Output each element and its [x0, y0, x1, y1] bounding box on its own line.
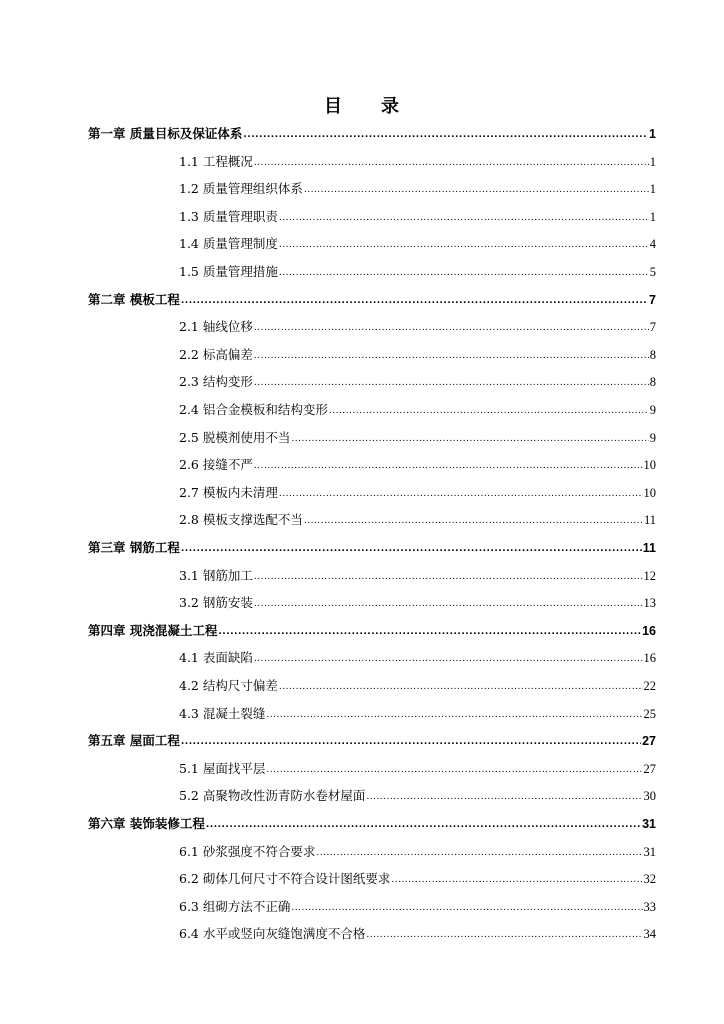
toc-title-left: 目	[324, 96, 343, 117]
toc-entry-page-number: 8	[649, 347, 656, 362]
toc-entry-label: 1.1 工程概况	[179, 153, 253, 169]
toc-entry-section[interactable]	[179, 648, 656, 668]
toc-entry-page-number: 27	[643, 761, 656, 776]
toc-entry-label: 第一章 质量目标及保证体系	[88, 126, 243, 141]
toc-entry-label: 1.3 质量管理职责	[179, 208, 278, 224]
toc-entry-section[interactable]	[179, 869, 656, 889]
toc-entry-page-number: 8	[649, 375, 656, 390]
dot-leader	[206, 815, 641, 835]
toc-entry-section[interactable]	[179, 455, 656, 475]
toc-entry-section[interactable]	[179, 483, 656, 503]
toc-title-right: 录	[381, 96, 400, 117]
dot-leader	[279, 208, 649, 228]
toc-entry-chapter[interactable]	[88, 731, 656, 751]
toc-entry-section[interactable]	[179, 786, 656, 806]
toc-entry-page-number: 7	[649, 292, 656, 307]
toc-entry-section[interactable]	[179, 676, 656, 696]
toc-entry-label: 第二章 模板工程	[88, 291, 180, 307]
toc-entry-page-number: 9	[649, 430, 656, 445]
toc-entry-section[interactable]	[179, 152, 656, 172]
toc-entry-label: 2.8 模板支撑选配不当	[179, 512, 303, 528]
toc-entry-page-number: 31	[643, 844, 656, 859]
toc-entry-chapter[interactable]	[88, 621, 656, 641]
dot-leader	[304, 180, 649, 200]
toc-entry-section[interactable]	[179, 234, 656, 254]
dot-leader	[366, 787, 642, 807]
toc-entry-label: 4.3 混凝土裂缝	[179, 705, 266, 721]
toc-entry-page-number: 25	[643, 706, 656, 721]
toc-entry-page-number: 16	[643, 651, 656, 666]
toc-entry-page-number: 1	[649, 209, 656, 224]
toc-entry-chapter[interactable]	[88, 124, 656, 144]
toc-entry-section[interactable]	[179, 428, 656, 448]
toc-entry-label: 2.1 轴线位移	[179, 319, 253, 335]
dot-leader	[254, 346, 649, 366]
toc-entry-section[interactable]	[179, 372, 656, 392]
dot-leader	[181, 732, 641, 752]
toc-entry-section[interactable]	[179, 262, 656, 282]
dot-leader	[254, 373, 649, 393]
toc-entry-label: 6.1 砂浆强度不符合要求	[179, 843, 316, 859]
toc-entry-section[interactable]	[179, 510, 656, 530]
toc-entry-section[interactable]	[179, 593, 656, 613]
toc-entry-page-number: 11	[643, 513, 656, 528]
toc-entry-chapter[interactable]	[88, 814, 656, 834]
toc-entry-chapter[interactable]	[88, 538, 656, 558]
dot-leader	[291, 429, 648, 449]
toc-entry-page-number: 5	[649, 265, 656, 279]
toc-entry-page-number: 11	[642, 541, 656, 555]
toc-entry-section[interactable]	[179, 704, 656, 724]
dot-leader	[266, 760, 642, 780]
toc-entry-label: 2.2 标高偏差	[179, 346, 253, 362]
toc-entry-page-number: 13	[643, 596, 656, 611]
toc-entry-label: 6.4 水平或竖向灰缝饱满度不合格	[179, 926, 366, 942]
dot-leader	[279, 263, 649, 283]
toc-entry-label: 第六章 装饰装修工程	[88, 816, 205, 831]
toc-entry-section[interactable]	[179, 924, 656, 944]
toc-entry-page-number: 30	[643, 789, 656, 804]
toc-entry-label: 2.5 脱模剂使用不当	[179, 429, 291, 445]
toc-entry-section[interactable]	[179, 179, 656, 199]
toc-entry-label: 1.5 质量管理措施	[179, 264, 278, 279]
toc-entry-page-number: 9	[649, 403, 656, 417]
toc-entry-section[interactable]	[179, 842, 656, 862]
dot-leader	[279, 484, 643, 504]
toc-entry-section[interactable]	[179, 400, 656, 420]
toc-entry-section[interactable]	[179, 566, 656, 586]
dot-leader	[254, 594, 643, 614]
dot-leader	[304, 511, 643, 531]
toc-entry-page-number: 4	[649, 237, 656, 252]
toc-entry-label: 5.1 屋面找平层	[179, 760, 266, 776]
dot-leader	[218, 622, 641, 642]
toc-entry-label: 4.1 表面缺陷	[179, 650, 253, 666]
toc-entry-label: 第五章 屋面工程	[88, 733, 180, 749]
dot-leader	[254, 318, 649, 338]
dot-leader	[181, 291, 648, 311]
toc-entry-label: 2.7 模板内未清理	[179, 484, 278, 500]
dot-leader	[254, 456, 643, 476]
toc-entry-label: 2.6 接缝不严	[179, 457, 253, 473]
toc-entry-label: 5.2 高聚物改性沥青防水卷材屋面	[179, 788, 366, 804]
dot-leader	[316, 843, 642, 863]
toc-entry-section[interactable]	[179, 759, 656, 779]
toc-entry-label: 6.3 组砌方法不正确	[179, 898, 291, 914]
toc-entry-label: 2.3 结构变形	[179, 374, 253, 390]
toc-entry-page-number: 34	[643, 927, 656, 942]
dot-leader	[291, 898, 642, 918]
dot-leader	[279, 235, 649, 255]
toc-entry-chapter[interactable]	[88, 290, 656, 310]
dot-leader	[254, 649, 643, 669]
toc-entry-page-number: 16	[642, 623, 656, 638]
toc-entry-page-number: 32	[643, 872, 656, 887]
toc-entry-page-number: 22	[643, 679, 656, 693]
toc-entry-page-number: 1	[649, 127, 656, 141]
dot-leader	[254, 153, 649, 173]
toc-entry-page-number: 7	[649, 320, 656, 335]
toc-entry-label: 3.2 钢筋安装	[179, 595, 253, 611]
dot-leader	[266, 705, 642, 725]
toc-entry-page-number: 27	[642, 734, 656, 749]
toc-entry-label: 1.2 质量管理组织体系	[179, 181, 303, 197]
toc-entry-section[interactable]	[179, 345, 656, 365]
toc-entry-label: 第四章 现浇混凝土工程	[88, 622, 218, 638]
toc-entry-label: 1.4 质量管理制度	[179, 236, 278, 252]
toc-entry-label: 2.4 铝合金模板和结构变形	[179, 402, 328, 417]
toc-entry-label: 第三章 钢筋工程	[88, 540, 180, 555]
toc-entry-label: 3.1 钢筋加工	[179, 567, 253, 583]
dot-leader	[279, 677, 643, 697]
toc-entry-section[interactable]	[179, 207, 656, 227]
toc-entry-label: 6.2 砌体几何尺寸不符合设计图纸要求	[179, 871, 391, 887]
toc-entry-section[interactable]	[179, 897, 656, 917]
dot-leader	[243, 125, 648, 145]
dot-leader	[391, 870, 642, 890]
dot-leader	[254, 567, 643, 587]
dot-leader	[329, 401, 649, 421]
toc-entry-page-number: 10	[643, 485, 656, 500]
toc-entry-section[interactable]	[179, 317, 656, 337]
toc-entry-page-number: 12	[643, 568, 656, 583]
toc-entry-page-number: 10	[643, 458, 656, 473]
dot-leader	[181, 539, 642, 559]
toc-entry-label: 4.2 结构尺寸偏差	[179, 678, 278, 693]
toc-entry-page-number: 1	[649, 182, 656, 197]
toc-entry-page-number: 31	[642, 817, 656, 831]
toc-entry-page-number: 1	[649, 154, 656, 169]
dot-leader	[366, 925, 642, 945]
toc-entry-page-number: 33	[643, 899, 656, 914]
